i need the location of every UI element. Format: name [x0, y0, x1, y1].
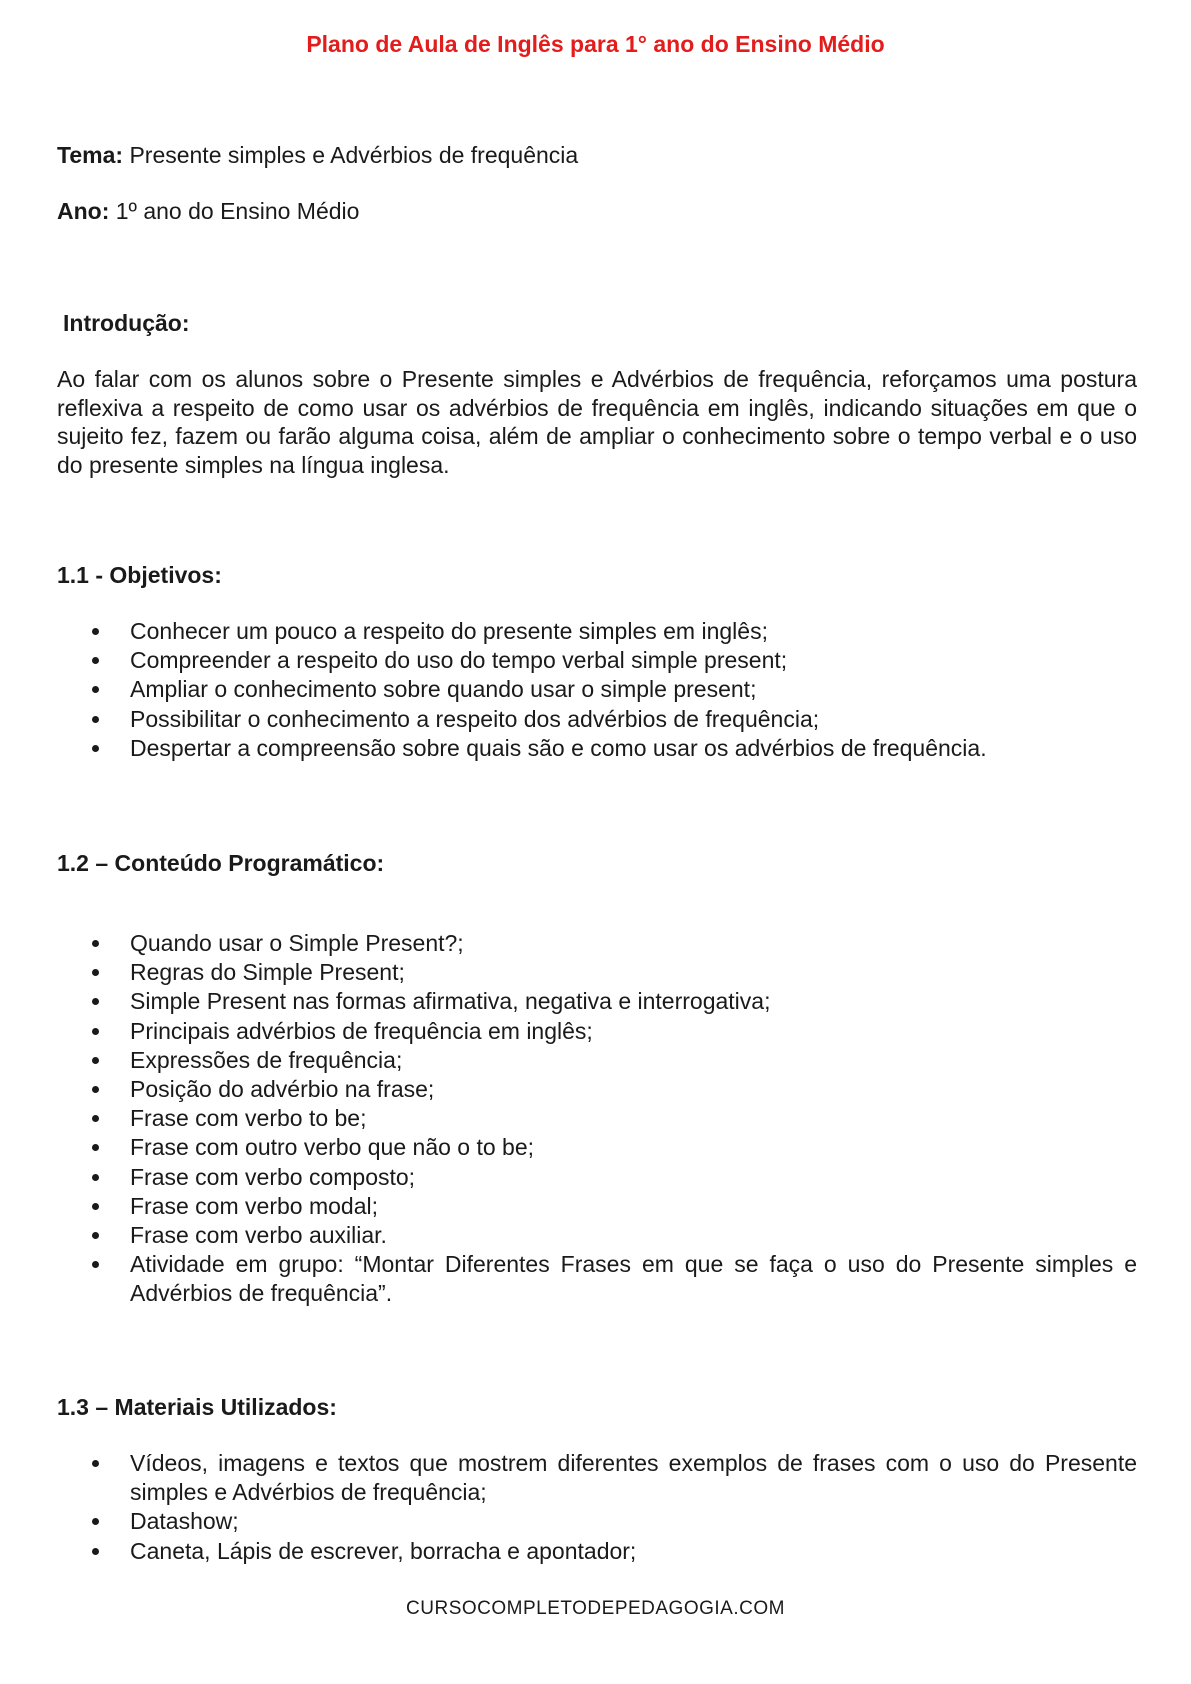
- objetivos-heading: 1.1 - Objetivos:: [57, 562, 222, 588]
- bullet-icon: [92, 1057, 99, 1064]
- bullet-icon: [92, 1232, 99, 1239]
- bullet-icon: [92, 1548, 99, 1555]
- list-item: Datashow;: [57, 1507, 1137, 1536]
- bullet-icon: [92, 657, 99, 664]
- list-item: Principais advérbios de frequência em inglês;: [57, 1017, 1137, 1046]
- list-item: Expressões de frequência;: [57, 1046, 1137, 1075]
- list-item: Vídeos, imagens e textos que mostrem diferentes exemplos de frases com o uso do Presente simples e Advérbios de frequência;: [57, 1449, 1137, 1507]
- bullet-icon: [92, 745, 99, 752]
- list-item: Frase com outro verbo que não o to be;: [57, 1133, 1137, 1162]
- bullet-icon: [92, 969, 99, 976]
- tema-line: [57, 141, 578, 169]
- list-item: Regras do Simple Present;: [57, 958, 1137, 987]
- bullet-icon: [92, 1518, 99, 1525]
- list-item: Conhecer um pouco a respeito do presente simples em inglês;: [57, 617, 1137, 646]
- tema-label: Tema:: [57, 142, 124, 168]
- objetivos-list: [57, 617, 1137, 763]
- ano-value: 1º ano do Ensino Médio: [115, 198, 360, 224]
- list-item: Possibilitar o conhecimento a respeito dos advérbios de frequência;: [57, 705, 1137, 734]
- footer-site: CURSOCOMPLETODEPEDAGOGIA.COM: [406, 1598, 785, 1619]
- list-item: Frase com verbo modal;: [57, 1192, 1137, 1221]
- bullet-icon: [92, 686, 99, 693]
- conteudo-heading: 1.2 – Conteúdo Programático:: [57, 850, 385, 876]
- list-item: Atividade em grupo: “Montar Diferentes Frases em que se faça o uso do Presente simples e Advérbios de frequência”.: [57, 1250, 1137, 1308]
- list-item: Frase com verbo composto;: [57, 1163, 1137, 1192]
- bullet-icon: [92, 1086, 99, 1093]
- ano-label: Ano:: [57, 198, 110, 224]
- bullet-icon: [92, 1460, 99, 1467]
- bullet-icon: [92, 998, 99, 1005]
- list-item: Frase com verbo auxiliar.: [57, 1221, 1137, 1250]
- ano-line: [57, 197, 359, 225]
- bullet-icon: [92, 628, 99, 635]
- bullet-icon: [92, 1028, 99, 1035]
- bullet-icon: [92, 940, 99, 947]
- bullet-icon: [92, 1115, 99, 1122]
- materiais-list: [57, 1449, 1137, 1566]
- introducao-heading: Introdução:: [63, 310, 190, 336]
- bullet-icon: [92, 1144, 99, 1151]
- list-item: Compreender a respeito do uso do tempo verbal simple present;: [57, 646, 1137, 675]
- tema-value: Presente simples e Advérbios de frequência: [129, 142, 579, 168]
- list-item: Despertar a compreensão sobre quais são e como usar os advérbios de frequência.: [57, 734, 1137, 763]
- introducao-paragraph: Ao falar com os alunos sobre o Presente simples e Advérbios de frequência, reforçamos uma postura reflexiva a respeito de como usar os advérbios de frequência em inglês, indicando situações em que o sujeito fez, fazem ou farão alguma coisa, além de ampliar o conhecimento sobre o tempo verbal e o uso do presente simples na língua inglesa.: [57, 366, 1137, 478]
- bullet-icon: [92, 716, 99, 723]
- conteudo-list: [57, 929, 1137, 1309]
- list-item: Frase com verbo to be;: [57, 1104, 1137, 1133]
- bullet-icon: [92, 1203, 99, 1210]
- list-item: Caneta, Lápis de escrever, borracha e apontador;: [57, 1537, 1137, 1566]
- materiais-heading: 1.3 – Materiais Utilizados:: [57, 1394, 337, 1420]
- bullet-icon: [92, 1261, 99, 1268]
- list-item: Quando usar o Simple Present?;: [57, 929, 1137, 958]
- list-item: Simple Present nas formas afirmativa, negativa e interrogativa;: [57, 987, 1137, 1016]
- list-item: Ampliar o conhecimento sobre quando usar o simple present;: [57, 675, 1137, 704]
- bullet-icon: [92, 1174, 99, 1181]
- document-title: Plano de Aula de Inglês para 1° ano do Ensino Médio: [306, 31, 885, 57]
- list-item: Posição do advérbio na frase;: [57, 1075, 1137, 1104]
